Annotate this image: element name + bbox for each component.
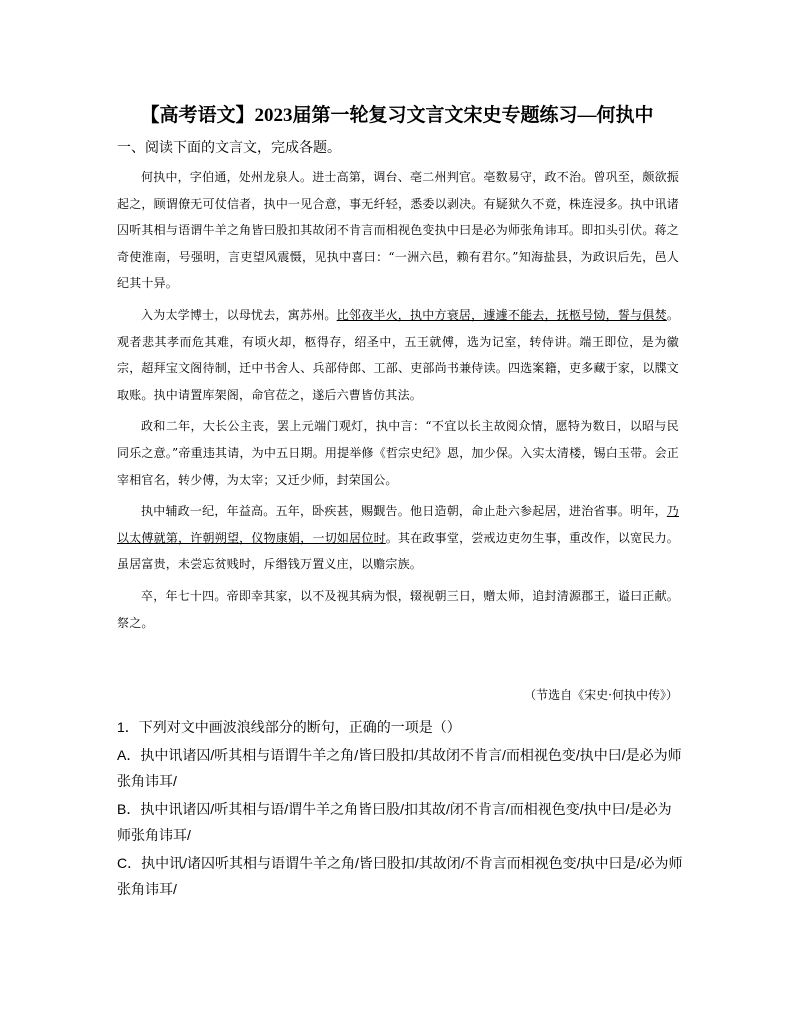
passage-paragraph-1 [117, 164, 679, 297]
option-c[interactable]: C．执中讯/诸囚听其相与语谓牛羊之角/皆曰股扣/其故闭/不肯言而相视色变/执中曰是/必为师张角讳耳/ [117, 854, 683, 897]
passage-source: （节选自《宋史·何执中传》） [524, 688, 678, 702]
question-stem: 1．下列对文中画波浪线部分的断句，正确的一项是（） [117, 719, 461, 735]
passage-paragraph-3 [117, 413, 679, 493]
question-1 [117, 714, 683, 904]
passage-text: 卒，年七十四。帝即幸其家，以不及视其病为恨，辍视朝三日，赠太师，追封清源郡王，谥曰正献。祭之。 [117, 588, 679, 630]
option-a[interactable]: A．执中讯诸囚/听其相与语谓牛羊之角/皆曰股扣/其故闭不肯言/而相视色变/执中曰/是必为师张角讳耳/ [117, 746, 682, 789]
passage-text: 。其在政事堂，尝戒边吏勿生事，重改作，以宽民力。虽居富贵，未尝忘贫贱时，斥缗钱万置义庄，以赡宗族。 [117, 530, 679, 572]
option-b[interactable]: B．执中讯诸囚/听其相与语/谓牛羊之角皆曰股/扣其故/闭不肯言/而相视色变/执中曰/是必为师张角讳耳/ [117, 800, 672, 843]
passage-text: 何执中，字伯通，处州龙泉人。进士高第，调台、亳二州判官。亳数易守，政不治。曾巩至，颇欲振起之，顾谓僚无可仗信者，执中一见合意，事无纤轻，悉委以剥决。有疑狱久不竟，株连浸多。执中讯诸囚听其相与语谓牛羊之角皆曰股扣其故闭不肯言而相视色变执中曰是必为师张角讳耳。即扣头引伏。蒋之奇使淮南，号强明，言吏望风震慑，见执中喜曰：“一洲六邑，赖有君尔。”知海盐县，为政识后先，邑人纪其十异。 [117, 170, 679, 291]
classical-passage [117, 164, 679, 636]
passage-paragraph-4 [117, 498, 679, 578]
passage-text: 入为太学博士，以母忧去，寓苏州。 [141, 307, 337, 322]
underlined-passage-text: 乃以太傅就第，许朝朔望，仪物康娟，一切如居位时 [117, 504, 679, 545]
passage-paragraph-5 [117, 583, 679, 636]
section-heading: 一、阅读下面的文言文，完成各题。 [117, 139, 341, 155]
passage-text: 执中辅政一纪，年益高。五年，卧疾甚，赐觐告。他日造朝，命止赴六参起居，进治省事。明年， [141, 504, 667, 519]
passage-paragraph-2 [117, 302, 679, 408]
document-title: 【高考语文】2023届第一轮复习文言文宋史专题练习—何执中 [140, 105, 654, 126]
underlined-passage-text: 比邻夜半火，执中方衰居，遽遽不能去，抚柩号恸，誓与俱焚 [336, 307, 667, 322]
passage-text: 。观者悲其孝而危其难，有顷火却，柩得存，绍圣中，五王就傅，选为记室，转侍讲。端王即位，是为徽宗，超拜宝文阁待制，迁中书舍人、兵部侍郎、工部、吏部尚书兼侍读。四选案籍，吏多藏于家，以牒文取账。执中请置库架阁，命官莅之，遂后六曹皆仿其法。 [117, 307, 680, 402]
passage-text: 政和二年，大长公主丧，罢上元端门观灯，执中言：“不宜以长主故阅众情，愿特为数日，以昭与民同乐之意。”帝重违其请，为中五日期。用提举修《哲宗史纪》恩，加少保。入实太清楼，锡白玉带。会正宰相官名，转少傅，为太宰；又迁少师，封荣国公。 [117, 419, 679, 487]
